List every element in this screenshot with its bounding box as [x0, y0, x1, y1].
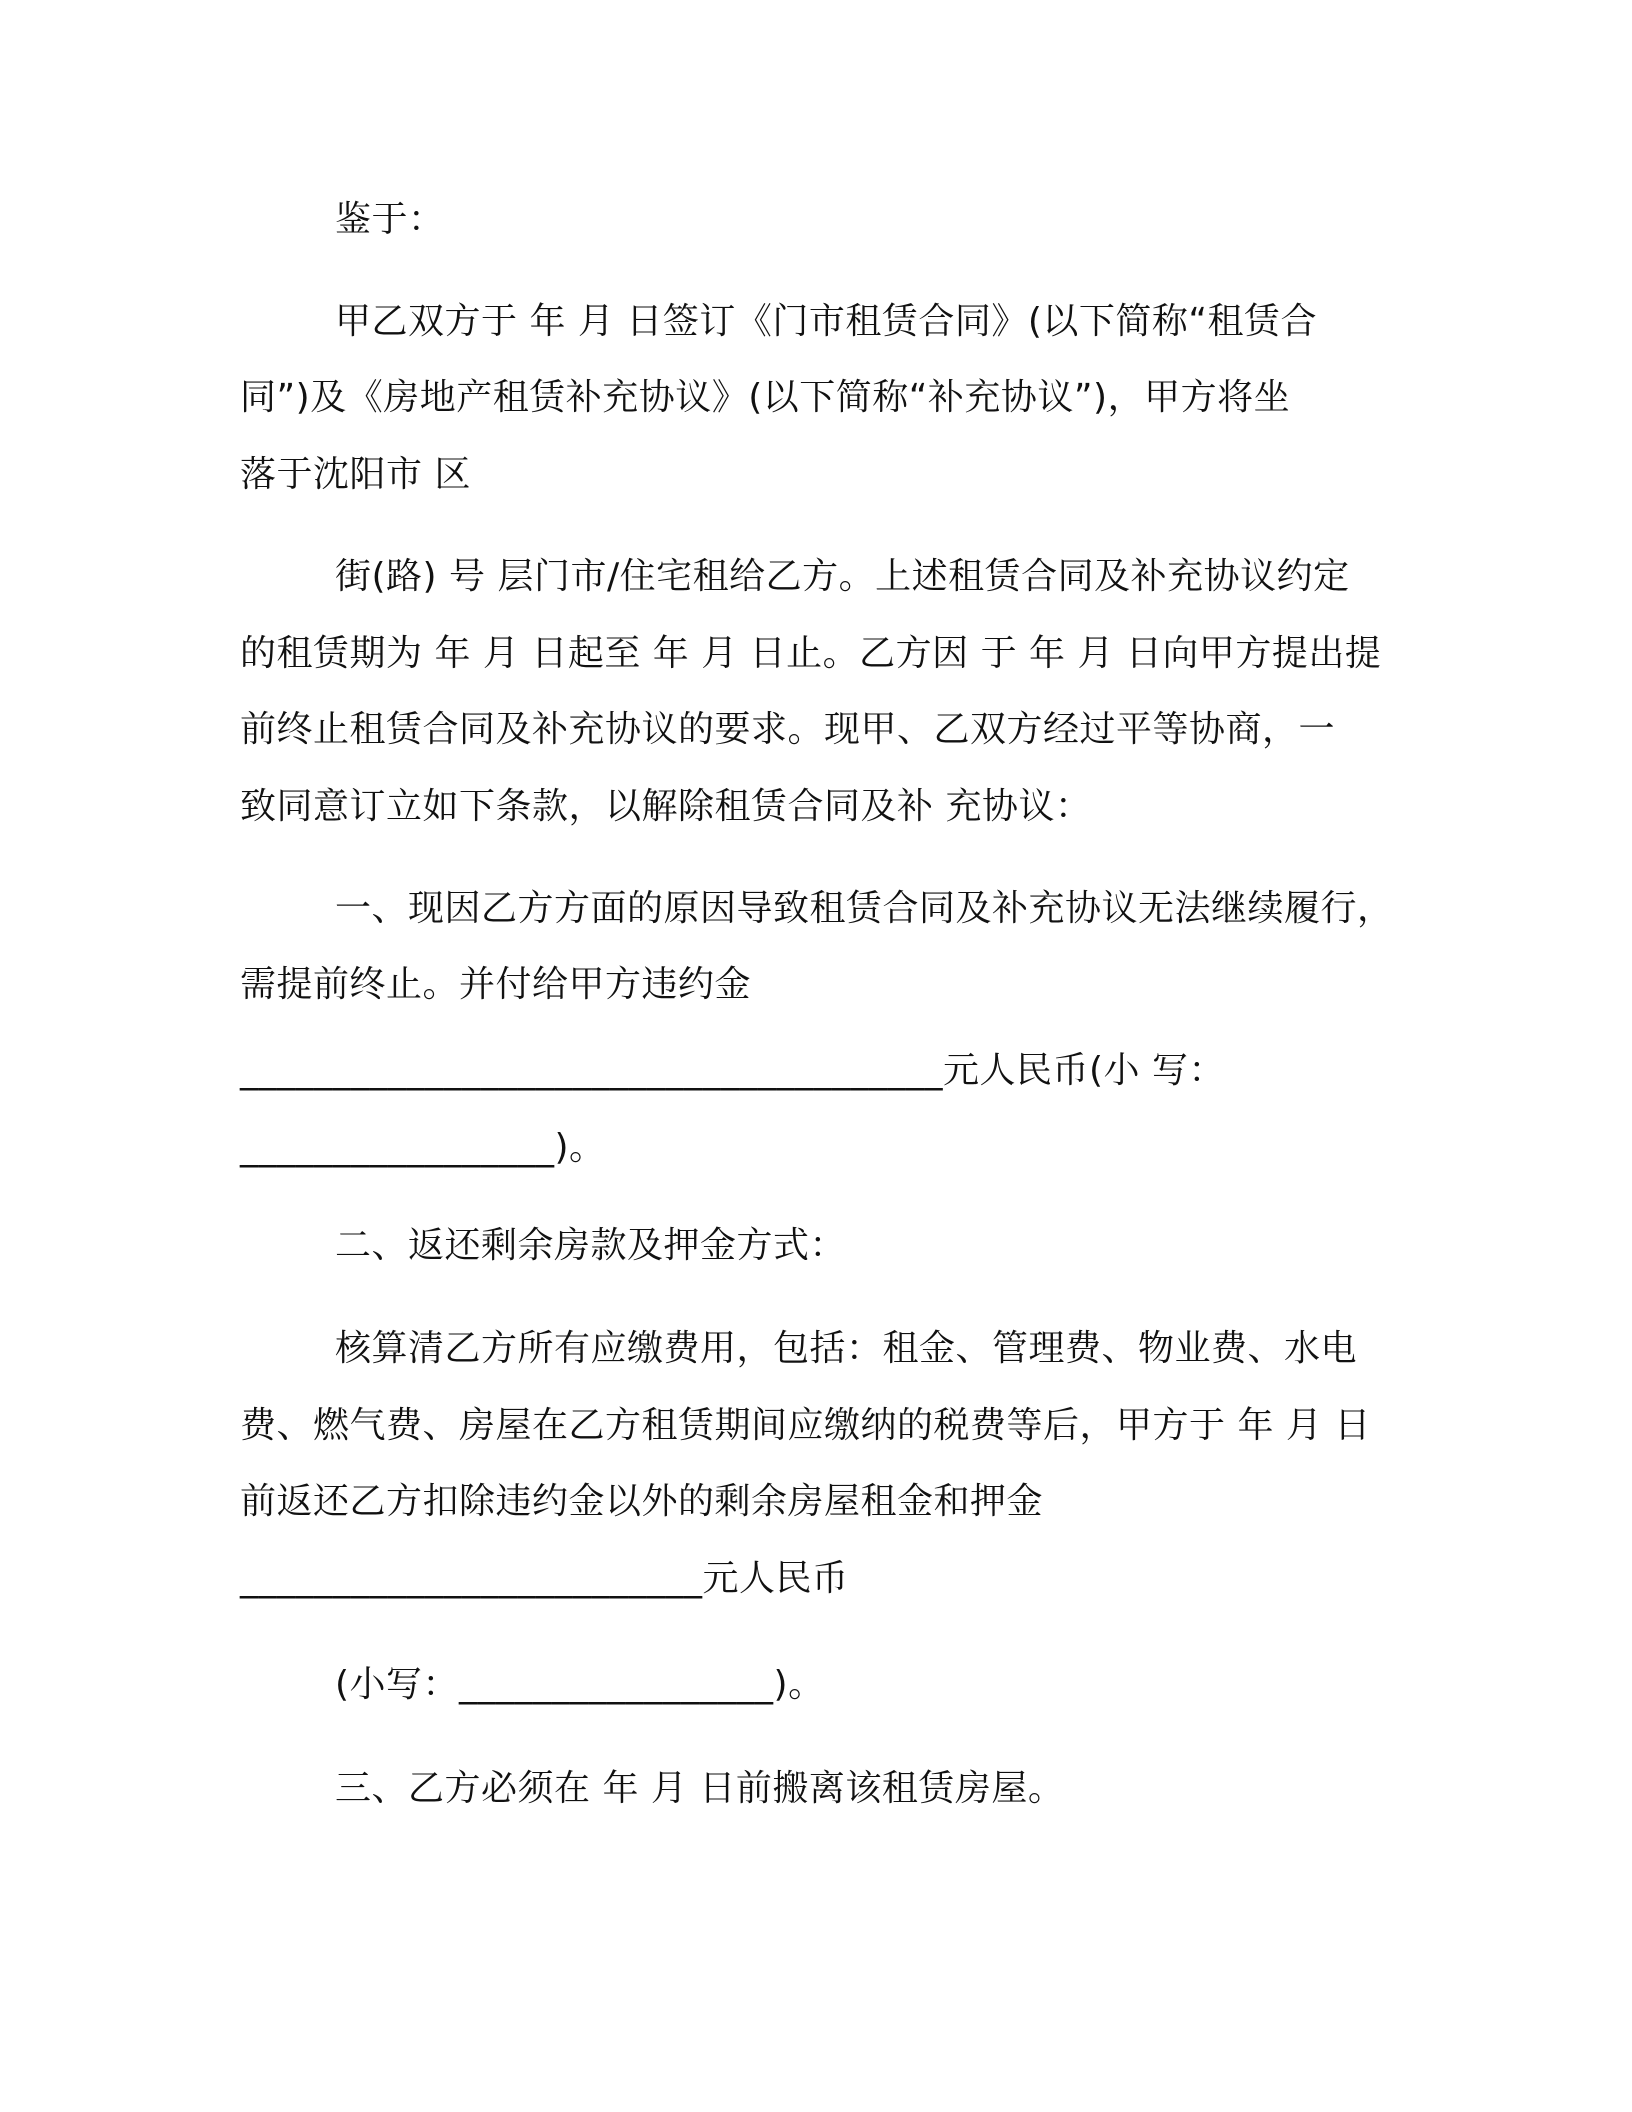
amount-blank-line: _________________)。	[240, 1127, 606, 1168]
paragraph-line: 街(路) 号 层门市/住宅租给乙方。上述租赁合同及补充协议约定	[335, 556, 1350, 597]
clause-two-line: 费、燃气费、房屋在乙方租赁期间应缴纳的税费等后，甲方于 年 月 日	[240, 1405, 1371, 1446]
clause-two-line: 前返还乙方扣除违约金以外的剩余房屋租金和押金	[240, 1481, 1044, 1522]
paragraph-line: 的租赁期为 年 月 日起至 年 月 日止。乙方因 于 年 月 日向甲方提出提	[240, 633, 1382, 674]
paragraph-line: 前终止租赁合同及补充协议的要求。现甲、乙双方经过平等协商，一	[240, 709, 1336, 750]
clause-one-line: 一、现因乙方方面的原因导致租赁合同及补充协议无法继续履行，	[335, 888, 1394, 929]
amount-blank-line: _________________________元人民币	[240, 1558, 849, 1599]
amount-blank-line: ______________________________________元人民币(小 写：	[240, 1050, 1225, 1091]
amount-blank-line: (小写：_________________)。	[335, 1664, 825, 1705]
clause-three-line: 三、乙方必须在 年 月 日前搬离该租赁房屋。	[335, 1768, 1065, 1809]
clause-two-line: 核算清乙方所有应缴费用，包括：租金、管理费、物业费、水电	[335, 1328, 1358, 1369]
recitals-heading: 鉴于：	[335, 199, 445, 240]
paragraph-line: 致同意订立如下条款，以解除租赁合同及补 充协议：	[240, 786, 1092, 827]
clause-one-line: 需提前终止。并付给甲方违约金	[240, 964, 752, 1005]
paragraph-line: 甲乙双方于 年 月 日签订《门市租赁合同》(以下简称“租赁合	[335, 301, 1318, 342]
paragraph-line: 落于沈阳市 区	[240, 454, 471, 495]
paragraph-line: 同”)及《房地产租赁补充协议》(以下简称“补充协议”)，甲方将坐	[240, 377, 1291, 418]
clause-two-heading: 二、返还剩余房款及押金方式：	[335, 1225, 847, 1266]
